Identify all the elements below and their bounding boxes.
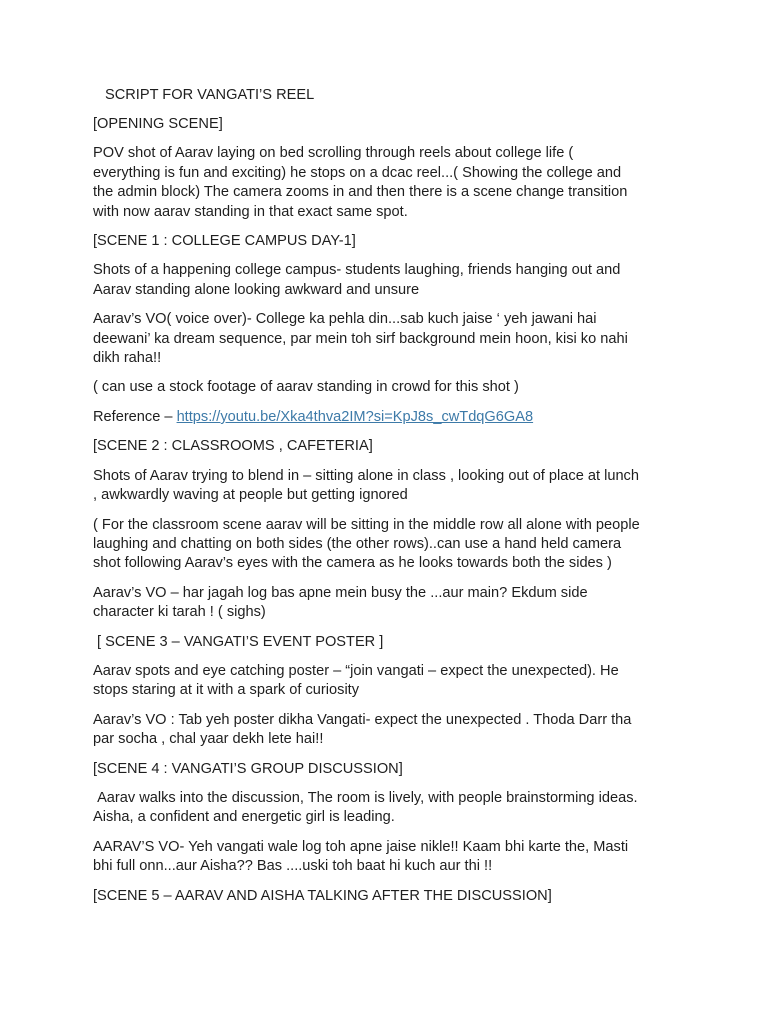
- scene-heading-4: [SCENE 4 : VANGATI’S GROUP DISCUSSION]: [93, 760, 403, 777]
- scene-heading-opening: [OPENING SCENE]: [93, 116, 223, 132]
- reference-line: [93, 408, 693, 427]
- scene-heading-1: [SCENE 1 : COLLEGE CAMPUS DAY-1]: [93, 233, 356, 250]
- scene-heading-5: [SCENE 5 – AARAV AND AISHA TALKING AFTER THE DISCUSSION]: [93, 887, 552, 904]
- scene-heading-2: [SCENE 2 : CLASSROOMS , CAFETERIA]: [93, 438, 373, 455]
- paragraph-scene1-note: ( can use a stock footage of aarav standing in crowd for this shot ): [93, 379, 519, 396]
- reference-label: Reference –: [93, 408, 177, 425]
- paragraph-scene4-description: Aarav walks into the discussion, The room is lively, with people brainstorming ideas. Aisha, a confident and energetic girl is leading.: [93, 789, 638, 826]
- paragraph-scene3-voiceover: Aarav’s VO : Tab yeh poster dikha Vangati- expect the unexpected . Thoda Darr tha par socha , chal yaar dekh lete hai!!: [93, 711, 632, 748]
- paragraph-opening-description: POV shot of Aarav laying on bed scrolling through reels about college life ( everything is fun and exciting) he stops on a dcac reel...( Showing the college and the admin block) The camera zooms in and then there is a scene change transition with now aarav standing in that exact same spot.: [93, 145, 628, 220]
- paragraph-scene2-voiceover: Aarav’s VO – har jagah log bas apne mein busy the ...aur main? Ekdum side character ki tarah ! ( sighs): [93, 584, 588, 621]
- paragraph-scene2-description: Shots of Aarav trying to blend in – sitting alone in class , looking out of place at lunch , awkwardly waving at people but getting ignored: [93, 467, 639, 504]
- paragraph-scene3-description: Aarav spots and eye catching poster – “join vangati – expect the unexpected). He stops staring at it with a spark of curiosity: [93, 662, 619, 699]
- paragraph-scene4-voiceover: AARAV’S VO- Yeh vangati wale log toh apne jaise nikle!! Kaam bhi karte the, Masti bhi full onn...aur Aisha?? Bas ....uski toh baat hi kuch aur thi !!: [93, 838, 629, 875]
- document-title: SCRIPT FOR VANGATI’S REEL: [105, 87, 315, 103]
- paragraph-scene1-voiceover: Aarav’s VO( voice over)- College ka pehla din...sab kuch jaise ‘ yeh jawani hai deewani’ ka dream sequence, par mein toh sirf background mein hoon, kisi ko nahi dikh raha!!: [93, 311, 628, 367]
- paragraph-scene2-note: ( For the classroom scene aarav will be sitting in the middle row all alone with people laughing and chatting on both sides (the other rows)..can use a hand held camera shot following Aarav’s eyes with the camera as he looks towards both the sides ): [93, 516, 640, 572]
- reference-link[interactable]: https://youtu.be/Xka4thva2IM?si=KpJ8s_cwTdqG6GA8: [176, 408, 534, 425]
- document-page: [93, 86, 693, 916]
- paragraph-scene1-description: Shots of a happening college campus- students laughing, friends hanging out and Aarav standing alone looking awkward and unsure: [93, 262, 621, 298]
- scene-heading-3: [ SCENE 3 – VANGATI’S EVENT POSTER ]: [93, 633, 384, 650]
